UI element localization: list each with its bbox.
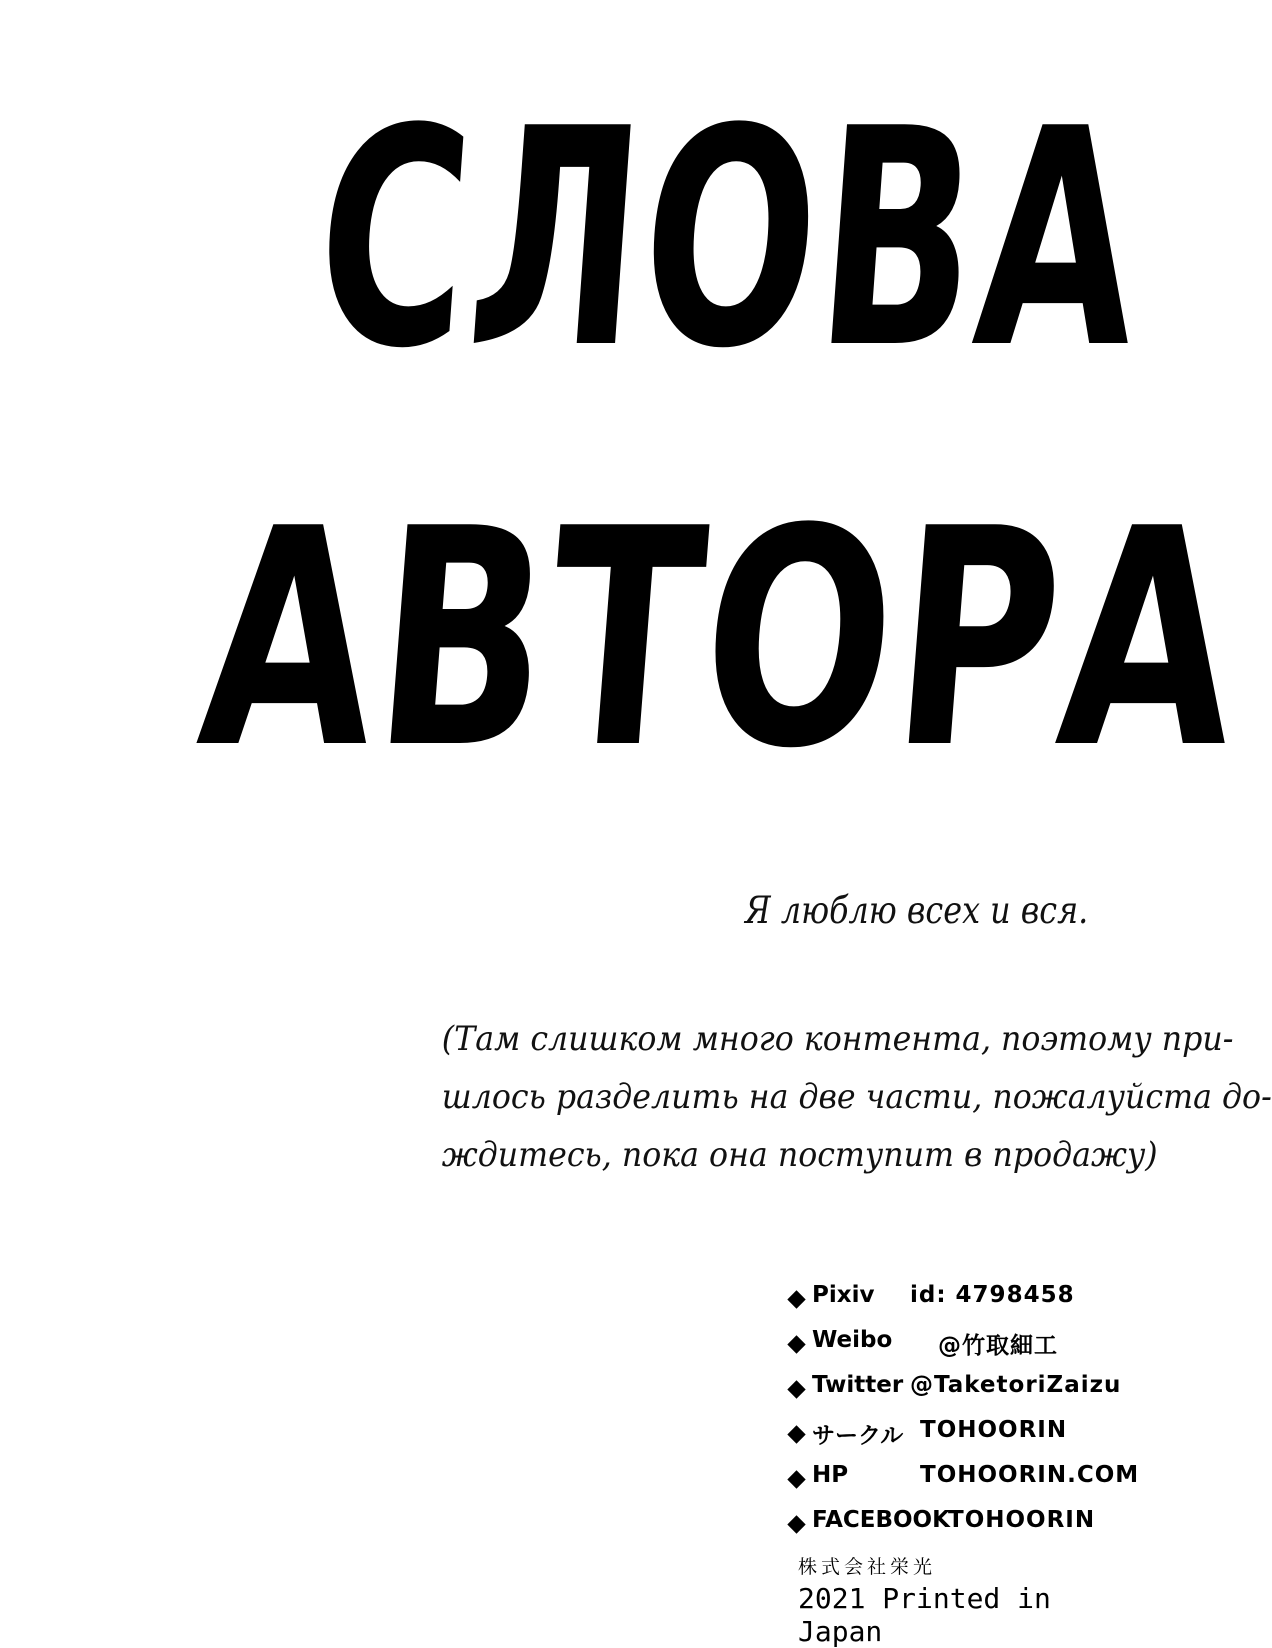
author-note-line: ждитесь, пока она поступит в продажу) [441, 1135, 1158, 1175]
diamond-bullet-icon [787, 1380, 805, 1398]
author-note [390, 1010, 1272, 1184]
author-note-line: (Там слишком много контента, поэтому при- [441, 1019, 1234, 1059]
contact-value: TOHOORIN [920, 1417, 1068, 1443]
contact-label: Twitter [812, 1372, 904, 1398]
publisher-name: 株式会社栄光 [798, 1556, 937, 1578]
contact-value: id: 4798458 [910, 1282, 1075, 1308]
contact-label: HP [812, 1462, 849, 1488]
title-line-2: АВТОРА [189, 465, 1251, 814]
contact-value: TOHOORIN [948, 1507, 1096, 1533]
diamond-bullet-icon [787, 1425, 805, 1443]
diamond-bullet-icon [787, 1290, 805, 1308]
contact-value: @TaketoriZaizu [910, 1372, 1122, 1398]
contact-value: TOHOORIN.COM [920, 1462, 1140, 1488]
contact-label: サークル [812, 1423, 904, 1449]
diamond-bullet-icon [787, 1470, 805, 1488]
contact-label: Pixiv [812, 1282, 875, 1308]
contact-label: Weibo [812, 1327, 893, 1353]
tagline: Я люблю всех и вся. [745, 889, 1089, 932]
title-line-1: СЛОВА [306, 65, 1152, 414]
contact-value: @竹取細工 [938, 1333, 1058, 1359]
diamond-bullet-icon [787, 1335, 805, 1353]
author-note-line: шлось разделить на две части, пожалуйста до- [441, 1077, 1272, 1117]
print-notice: 2021 Printed in Japan [798, 1582, 1051, 1648]
diamond-bullet-icon [787, 1515, 805, 1533]
contact-label: FACEBOOK [812, 1507, 950, 1533]
